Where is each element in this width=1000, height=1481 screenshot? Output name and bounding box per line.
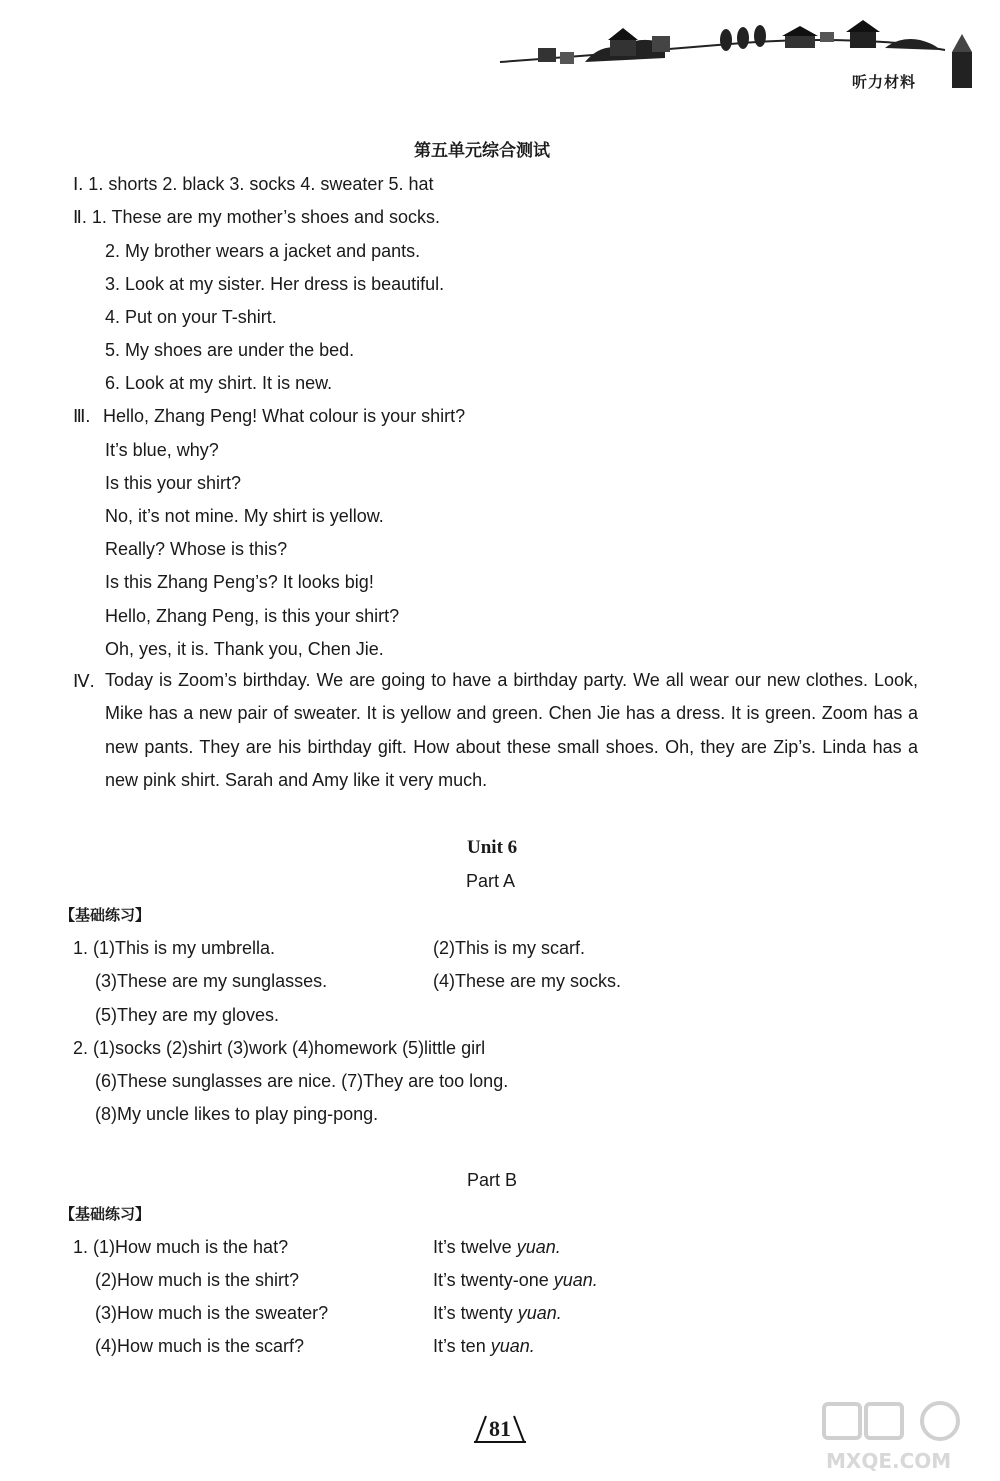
price-answer: It’s twenty-one yuan. bbox=[433, 1270, 598, 1290]
price-question: (1)How much is the hat? bbox=[93, 1237, 289, 1257]
section-label: 听力材料 bbox=[852, 73, 917, 91]
price-answer: It’s twelve yuan. bbox=[433, 1237, 561, 1257]
q2-line: 2. My brother wears a jacket and pants. bbox=[105, 241, 421, 261]
pencil-icon bbox=[952, 52, 972, 88]
q2-line: 3. Look at my sister. Her dress is beautiful. bbox=[105, 274, 445, 294]
q4-number: Ⅳ. bbox=[73, 671, 95, 691]
exercise-item: (2)This is my scarf. bbox=[433, 938, 586, 958]
house-icon bbox=[538, 48, 556, 62]
test-title: 第五单元综合测试 bbox=[414, 141, 550, 161]
dialogue-line: Really? Whose is this? bbox=[105, 539, 288, 559]
dialogue-line: Is this your shirt? bbox=[105, 473, 242, 493]
price-answer: It’s ten yuan. bbox=[433, 1336, 535, 1356]
exercise-item: (5)They are my gloves. bbox=[95, 1005, 280, 1025]
price-question: (3)How much is the sweater? bbox=[95, 1303, 329, 1323]
exercise-line: (8)My uncle likes to play ping-pong. bbox=[95, 1104, 379, 1124]
price-question: (2)How much is the shirt? bbox=[95, 1270, 300, 1290]
section-heading: 【基础练习】 bbox=[60, 1205, 151, 1223]
exercise-item: (1)This is my umbrella. bbox=[93, 938, 276, 958]
dialogue-line: Is this Zhang Peng’s? It looks big! bbox=[105, 572, 374, 592]
price-answer: It’s twenty yuan. bbox=[433, 1303, 562, 1323]
dialogue-line: Hello, Zhang Peng, is this your shirt? bbox=[105, 606, 400, 626]
part-b-title: Part B bbox=[467, 1170, 518, 1190]
tree-icon bbox=[720, 29, 732, 51]
dialogue-line: Hello, Zhang Peng! What colour is your shirt? bbox=[103, 406, 466, 426]
exercise-item: (3)These are my sunglasses. bbox=[95, 971, 328, 991]
dialogue-line: No, it’s not mine. My shirt is yellow. bbox=[105, 506, 384, 526]
q3-number: Ⅲ. bbox=[73, 406, 91, 426]
dialogue-line: It’s blue, why? bbox=[105, 440, 219, 460]
exercise-number: 1. bbox=[73, 938, 89, 958]
price-question: (4)How much is the scarf? bbox=[95, 1336, 305, 1356]
exercise-item: (4)These are my socks. bbox=[433, 971, 622, 991]
exercise-line: (6)These sunglasses are nice. (7)They are too long. bbox=[95, 1071, 509, 1091]
section-heading: 【基础练习】 bbox=[60, 906, 151, 924]
dialogue-line: Oh, yes, it is. Thank you, Chen Jie. bbox=[105, 639, 384, 659]
q2-line: 5. My shoes are under the bed. bbox=[105, 340, 355, 360]
watermark-logo bbox=[820, 1398, 990, 1474]
exercise-line: 2. (1)socks (2)shirt (3)work (4)homework (5)little girl bbox=[73, 1038, 486, 1058]
svg-text:MXQE.COM: MXQE.COM bbox=[826, 1449, 952, 1473]
q2-line: Ⅱ. 1. These are my mother’s shoes and socks. bbox=[73, 207, 441, 227]
q1-answers: Ⅰ. 1. shorts 2. black 3. socks 4. sweater 5. hat bbox=[73, 174, 434, 194]
q2-line: 4. Put on your T-shirt. bbox=[105, 307, 277, 327]
q4-passage: Today is Zoom’s birthday. We are going to have a birthday party. We all wear our new clothes. Look, Mike has a new pair of sweater. It is yellow and green. Chen Jie has a dress. It is green. Zoom has a new pants. They are his birthday gift. How about these small shoes. Oh, they are Zip’s. Linda has a new pink shirt. Sarah and Amy like it very much. bbox=[105, 670, 918, 790]
exercise-number: 1. bbox=[73, 1237, 89, 1257]
q2-line: 6. Look at my shirt. It is new. bbox=[105, 373, 333, 393]
page-number: 81 bbox=[489, 1416, 511, 1441]
part-a-title: Part A bbox=[466, 871, 516, 891]
unit-title: Unit 6 bbox=[467, 837, 518, 858]
